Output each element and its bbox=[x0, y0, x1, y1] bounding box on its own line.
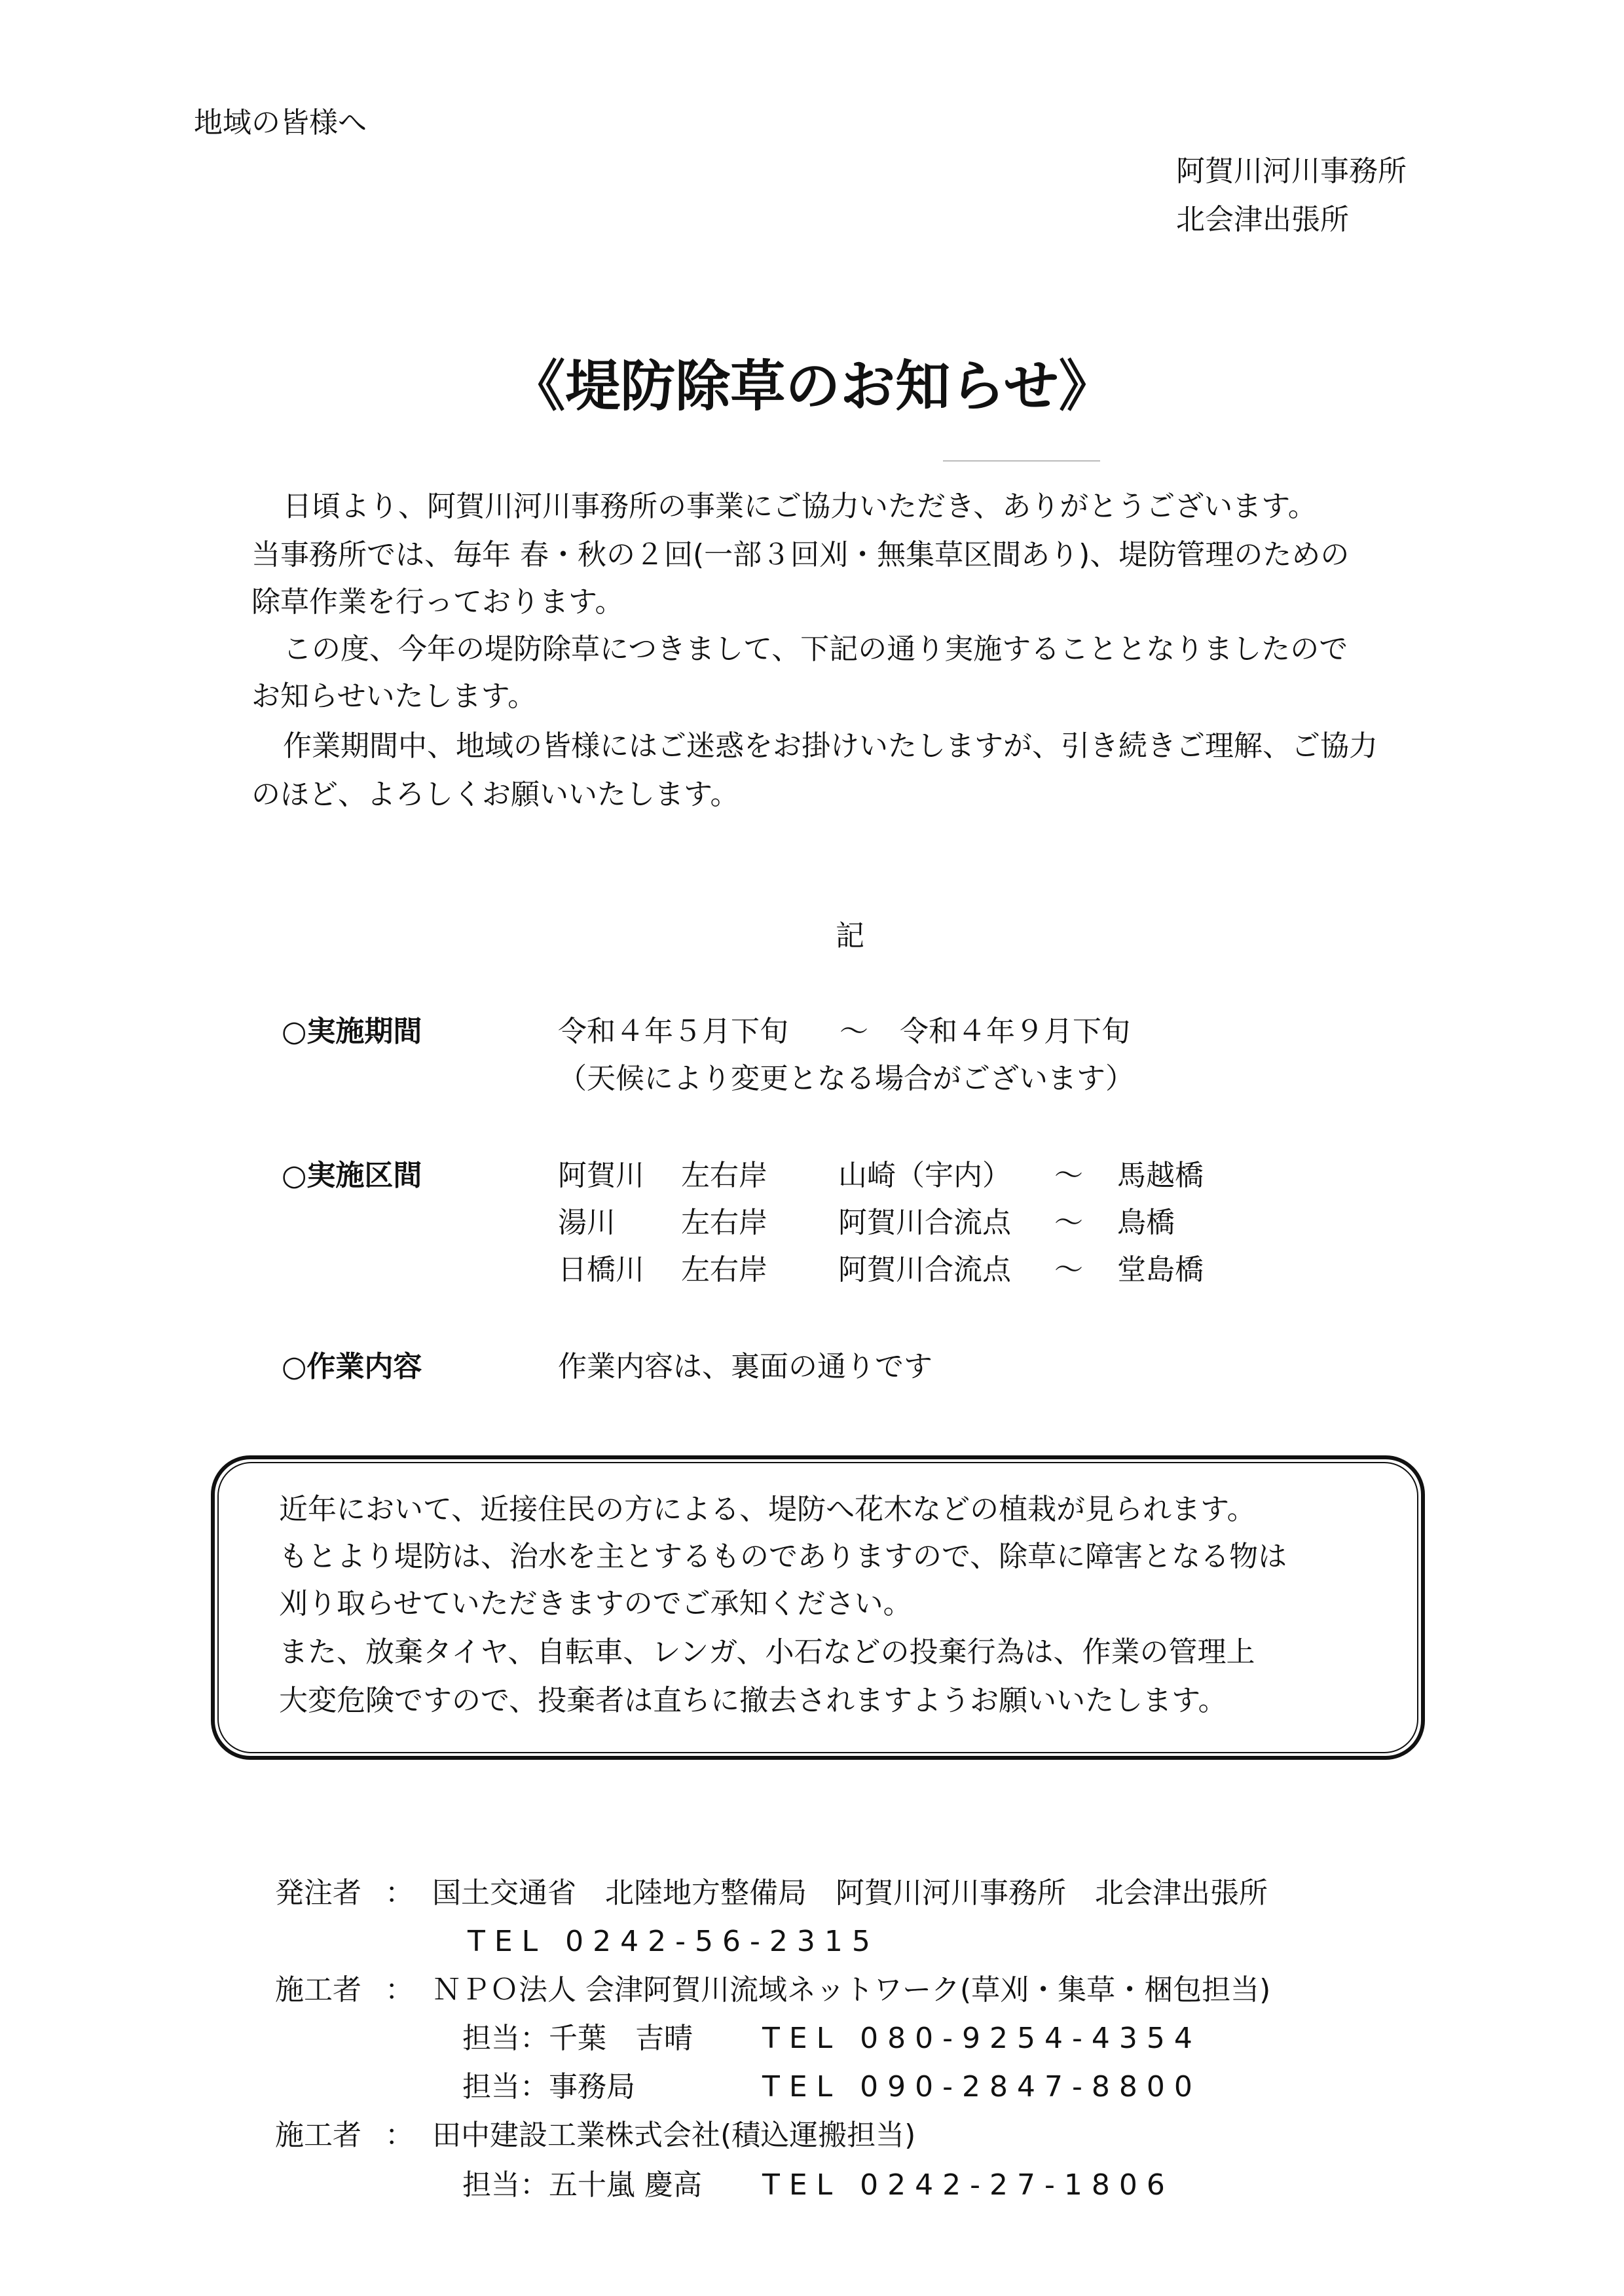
contractor2-colon: ： bbox=[385, 2119, 414, 2152]
section-from: 阿賀川合流点 bbox=[838, 1253, 1011, 1286]
section-tilde: ～ bbox=[1054, 1253, 1083, 1286]
notice-line-3: 刈り取らせていただきますのでご承知ください。 bbox=[279, 1587, 912, 1620]
section-bank: 左右岸 bbox=[681, 1159, 767, 1192]
intro-line-6: 作業期間中、地域の皆様にはご迷惑をお掛けいたしますが、引き続きご理解、ご協力 bbox=[283, 729, 1378, 763]
section-to: 堂島橋 bbox=[1117, 1253, 1204, 1286]
sender-office: 阿賀川河川事務所 bbox=[1176, 155, 1407, 188]
orderer-name: 国土交通省 北陸地方整備局 阿賀川河川事務所 北会津出張所 bbox=[432, 1876, 1268, 1910]
period-label: ○実施期間 bbox=[282, 1015, 422, 1048]
contractor1-person-1: 担当：千葉 吉晴 bbox=[462, 2022, 693, 2055]
section-tilde: ～ bbox=[1054, 1206, 1083, 1239]
ki-mark: 記 bbox=[836, 919, 864, 953]
contractor2-person-tel: TEL 0242-27-1806 bbox=[762, 2168, 1174, 2202]
orderer-colon: ： bbox=[385, 1876, 414, 1910]
section-from: 阿賀川合流点 bbox=[838, 1206, 1011, 1239]
contractor2-person: 担当：五十嵐 慶高 bbox=[462, 2168, 702, 2202]
work-value: 作業内容は、裏面の通りです bbox=[558, 1350, 932, 1383]
notice-line-4: また、放棄タイヤ、自転車、レンガ、小石などの投棄行為は、作業の管理上 bbox=[279, 1635, 1255, 1669]
section-tilde: ～ bbox=[1054, 1159, 1083, 1192]
notice-line-2: もとより堤防は、治水を主とするものでありますので、除草に障害となる物は bbox=[279, 1540, 1287, 1573]
section-river: 湯川 bbox=[558, 1206, 616, 1239]
contractor1-name: ＮＰＯ法人 会津阿賀川流域ネットワーク(草刈・集草・梱包担当) bbox=[432, 1973, 1271, 2007]
intro-line-2: 当事務所では、毎年 春・秋の２回(一部３回刈・無集草区間あり)、堤防管理のための bbox=[251, 538, 1350, 572]
title-divider bbox=[943, 460, 1100, 462]
section-from: 山崎（宇内） bbox=[838, 1159, 1011, 1192]
period-note: （天候により変更となる場合がございます） bbox=[558, 1062, 1134, 1095]
notice-line-1: 近年において、近接住民の方による、堤防へ花木などの植栽が見られます。 bbox=[279, 1493, 1256, 1526]
contractor1-person-2-tel: TEL 090-2847-8800 bbox=[762, 2070, 1202, 2104]
intro-line-5: お知らせいたします。 bbox=[251, 680, 537, 713]
notice-line-5: 大変危険ですので、投棄者は直ちに撤去されますようお願いいたします。 bbox=[279, 1684, 1227, 1717]
section-river: 日橋川 bbox=[558, 1253, 644, 1286]
addressee: 地域の皆様へ bbox=[194, 106, 367, 139]
contractor1-person-2: 担当：事務局 bbox=[462, 2070, 635, 2104]
period-start: 令和４年５月下旬 bbox=[558, 1015, 788, 1048]
contractor1-colon: ： bbox=[385, 1973, 414, 2007]
intro-line-7: のほど、よろしくお願いいたします。 bbox=[251, 778, 739, 811]
page-title: 《堤防除草のお知らせ》 bbox=[510, 354, 1114, 418]
contractor2-name: 田中建設工業株式会社(積込運搬担当) bbox=[432, 2119, 916, 2152]
work-label: ○作業内容 bbox=[282, 1350, 422, 1383]
orderer-tel: TEL 0242-56-2315 bbox=[468, 1925, 879, 1958]
section-river: 阿賀川 bbox=[558, 1159, 644, 1192]
contractor1-label: 施工者 bbox=[275, 1973, 361, 2007]
orderer-label: 発注者 bbox=[275, 1876, 361, 1910]
sender-branch: 北会津出張所 bbox=[1176, 203, 1349, 236]
intro-line-4: この度、今年の堤防除草につきまして、下記の通り実施することとなりましたので bbox=[283, 632, 1348, 666]
period-tilde: ～ bbox=[840, 1015, 868, 1048]
section-bank: 左右岸 bbox=[681, 1253, 767, 1286]
section-bank: 左右岸 bbox=[681, 1206, 767, 1239]
contractor2-label: 施工者 bbox=[275, 2119, 361, 2152]
period-end: 令和４年９月下旬 bbox=[900, 1015, 1130, 1048]
intro-line-1: 日頃より、阿賀川河川事務所の事業にご協力いただき、ありがとうございます。 bbox=[283, 490, 1317, 523]
contractor1-person-1-tel: TEL 080-9254-4354 bbox=[762, 2022, 1202, 2055]
section-label: ○実施区間 bbox=[282, 1159, 422, 1192]
section-to: 鳥橋 bbox=[1117, 1206, 1175, 1239]
section-to: 馬越橋 bbox=[1117, 1159, 1204, 1192]
intro-line-3: 除草作業を行っております。 bbox=[251, 585, 624, 619]
